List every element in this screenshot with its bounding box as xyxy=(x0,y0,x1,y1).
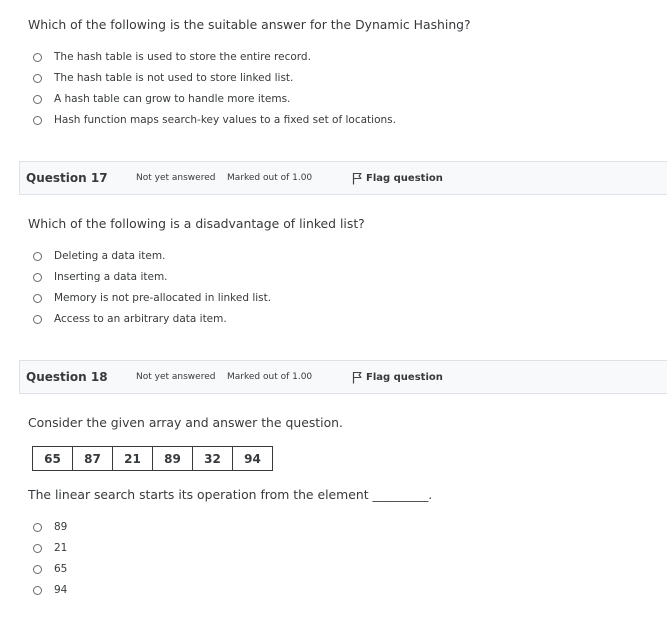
option-label: 21 xyxy=(54,542,68,554)
flag-icon xyxy=(352,172,362,185)
question-18-text: Consider the given array and answer the question. xyxy=(28,415,343,430)
option-label: A hash table can grow to handle more items. xyxy=(54,93,291,105)
option-label: 94 xyxy=(54,584,68,596)
array-row xyxy=(33,447,273,471)
question-17-option-2[interactable] xyxy=(33,269,168,285)
radio-button-icon[interactable] xyxy=(33,95,42,104)
radio-button-icon[interactable] xyxy=(33,74,42,83)
question-grade: Marked out of 1.00 xyxy=(227,173,313,183)
option-label: Memory is not pre-allocated in linked list. xyxy=(54,292,272,304)
question-16-option-3[interactable] xyxy=(33,91,290,107)
array-cell: 21 xyxy=(113,447,153,471)
flag-icon xyxy=(352,371,362,384)
question-16-option-2[interactable] xyxy=(33,70,293,86)
radio-button-icon[interactable] xyxy=(33,252,42,261)
array-cell: 87 xyxy=(73,447,113,471)
question-number: Question 18 xyxy=(26,370,108,384)
question-18-option-4[interactable] xyxy=(33,582,67,598)
array-cell: 89 xyxy=(153,447,193,471)
question-state: Not yet answered xyxy=(136,173,216,183)
option-label: 89 xyxy=(54,521,68,533)
radio-button-icon[interactable] xyxy=(33,523,42,532)
question-17-option-4[interactable] xyxy=(33,311,227,327)
flag-question-button[interactable] xyxy=(352,172,443,185)
question-16-text: Which of the following is the suitable answer for the Dynamic Hashing? xyxy=(28,17,471,32)
flag-question-label: Flag question xyxy=(366,372,443,383)
array-cell: 94 xyxy=(233,447,273,471)
radio-button-icon[interactable] xyxy=(33,273,42,282)
question-16-option-4[interactable] xyxy=(33,112,396,128)
array-table xyxy=(32,446,273,471)
radio-button-icon[interactable] xyxy=(33,116,42,125)
option-label: Access to an arbitrary data item. xyxy=(54,313,227,325)
question-17-option-3[interactable] xyxy=(33,290,271,306)
question-17-text: Which of the following is a disadvantage of linked list? xyxy=(28,216,365,231)
question-17-option-1[interactable] xyxy=(33,248,165,264)
radio-button-icon[interactable] xyxy=(33,53,42,62)
question-18-prompt: The linear search starts its operation from the element _________. xyxy=(28,487,433,502)
radio-button-icon[interactable] xyxy=(33,544,42,553)
option-label: The hash table is used to store the entire record. xyxy=(54,51,311,63)
option-label: 65 xyxy=(54,563,68,575)
question-number: Question 17 xyxy=(26,171,108,185)
radio-button-icon[interactable] xyxy=(33,294,42,303)
option-label: Deleting a data item. xyxy=(54,250,166,262)
flag-question-label: Flag question xyxy=(366,173,443,184)
question-18-option-2[interactable] xyxy=(33,540,67,556)
option-label: Hash function maps search-key values to a fixed set of locations. xyxy=(54,114,396,126)
radio-button-icon[interactable] xyxy=(33,315,42,324)
question-grade: Marked out of 1.00 xyxy=(227,372,313,382)
question-16-option-1[interactable] xyxy=(33,49,311,65)
option-label: Inserting a data item. xyxy=(54,271,168,283)
array-cell: 65 xyxy=(33,447,73,471)
flag-question-button[interactable] xyxy=(352,371,443,384)
question-18-option-1[interactable] xyxy=(33,519,67,535)
question-18-option-3[interactable] xyxy=(33,561,67,577)
question-18-header xyxy=(19,360,667,394)
question-state: Not yet answered xyxy=(136,372,216,382)
option-label: The hash table is not used to store linked list. xyxy=(54,72,294,84)
radio-button-icon[interactable] xyxy=(33,565,42,574)
question-17-header xyxy=(19,161,667,195)
radio-button-icon[interactable] xyxy=(33,586,42,595)
array-cell: 32 xyxy=(193,447,233,471)
